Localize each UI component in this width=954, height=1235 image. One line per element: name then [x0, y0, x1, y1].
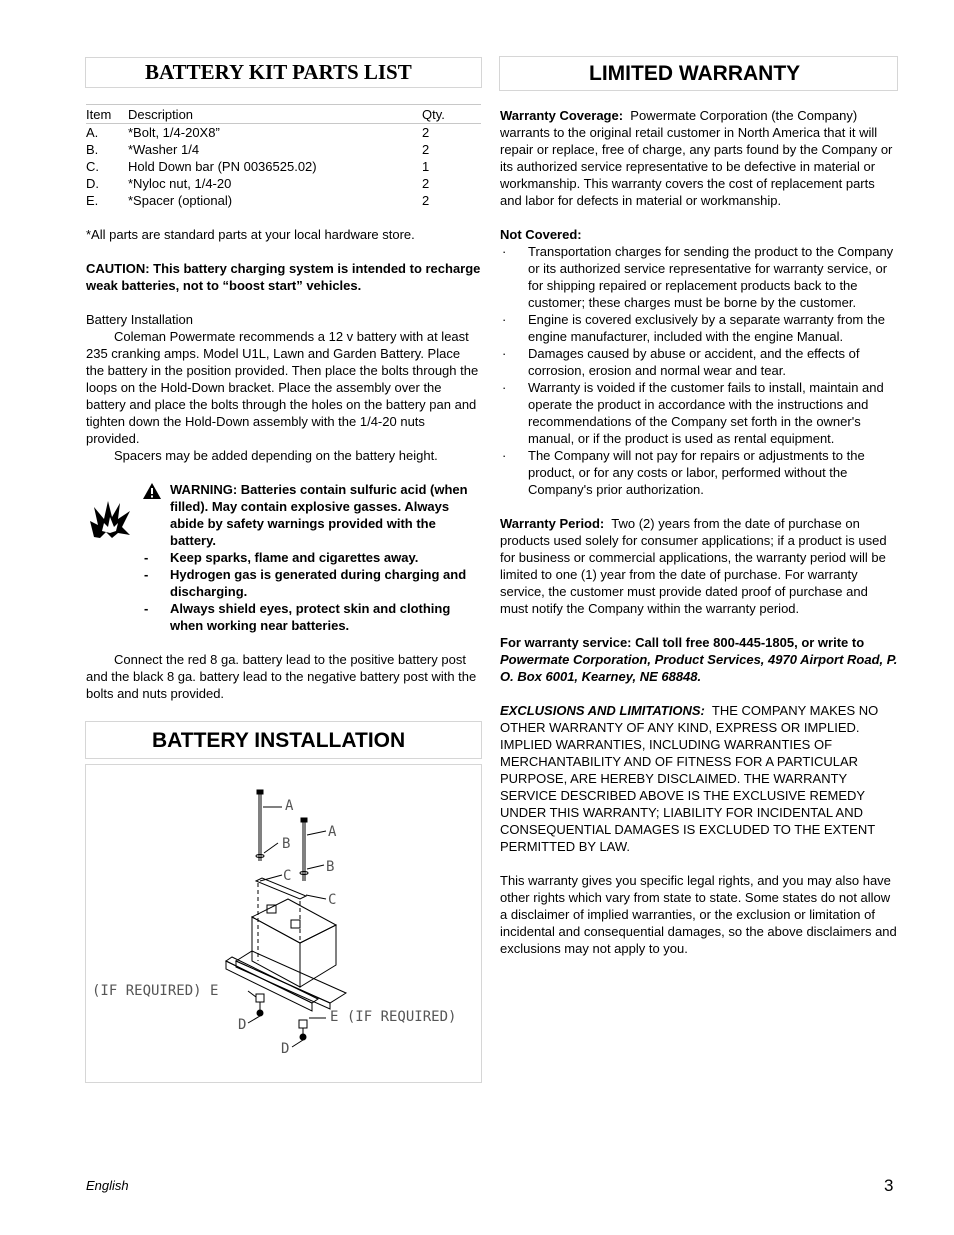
warning-text: WARNING: Batteries contain sulfuric acid (when filled). May contain explosive gasses. Always abide by safety warnings provided with the battery.	[170, 482, 468, 548]
bullet-marker: ·	[502, 312, 507, 327]
rights-paragraph: This warranty gives you specific legal rights, and you may also have other rights which vary from state to state. Some states do not allow a disclaimer of implied warranties, or the exclusion or limitation of incidental and consequential damages, so the above disclaimers and exclusions may not apply to you.	[500, 873, 897, 956]
parts-list-heading	[85, 57, 482, 88]
label-if-required-right: E (IF REQUIRED)	[330, 1009, 457, 1025]
row-item: E.	[86, 193, 99, 208]
row-item: A.	[86, 125, 99, 140]
list-item-text: Engine is covered exclusively by a separate warranty from the engine manufacturer, included with the engine Manual.	[528, 312, 885, 344]
row-qty: 1	[422, 159, 430, 174]
row-qty: 2	[422, 125, 430, 140]
row-description: *Nyloc nut, 1/4-20	[128, 176, 232, 191]
label-d-left: D	[238, 1017, 247, 1033]
list-item-text: The Company will not pay for repairs or adjustments to the product, or for any costs or labor, performed without the Company's prior authorization.	[528, 448, 865, 497]
label-c-right: C	[328, 892, 337, 908]
warning-item-text: Always shield eyes, protect skin and clothing when working near batteries.	[170, 601, 451, 633]
table-header-row	[86, 106, 481, 123]
period-text: Two (2) years from the date of purchase on products used solely for consumer applications; if a product is used for business or commercial applications, the warranty period will be limited to one (1) year from the date of purchase. For warranty service, the customer must provide dated proof of purchase and must notify the Company within the warranty period.	[500, 516, 887, 616]
exclusions-text: THE COMPANY MAKES NO OTHER WARRANTY OF ANY KIND, EXPRESS OR IMPLIED. IMPLIED WARRANTIES, INCLUDING WARRANTIES OF MERCHANTABILITY AND OF FITNESS FOR A PARTICULAR PURPOSE, ARE HEREBY DISCLAIMED. THE WARRANTY SERVICE DESCRIBED ABOVE IS THE EXCLUSIVE REMEDY UNDER THIS WARRANTY; LIABILITY FOR INCIDENTAL AND CONSEQUENTIAL DAMAGES IS EXCLUDED TO THE EXTENT PERMITTED BY LAW.	[500, 703, 879, 854]
list-item-text: Transportation charges for sending the product to the Company or its authorized service representative for warranty service, or for shipping repaired or replacement products back to the customer; these charges must be borne by the customer.	[528, 244, 894, 310]
label-if-required-left: (IF REQUIRED) E	[92, 983, 219, 999]
list-item	[500, 345, 898, 379]
warning-item	[142, 566, 481, 600]
warranty-body	[500, 107, 898, 957]
label-a-right: A	[328, 824, 337, 840]
row-qty: 2	[422, 193, 430, 208]
row-description: *Washer 1/4	[128, 142, 200, 157]
service-label: For warranty service: Call toll free 800-445-1805, or write to	[500, 635, 865, 650]
bullet-marker: ·	[502, 346, 507, 361]
header-description: Description	[128, 107, 194, 122]
warning-block	[86, 481, 481, 634]
parts-table	[86, 106, 481, 123]
header-qty: Qty.	[422, 107, 445, 122]
coverage-text: Powermate Corporation (the Company) warrants to the original retail customer in North America that it will repair or replace, free of charge, any parts found by the Company or its authorized service representative to be defective in material or workmanship. This warranty covers the cost of replacement parts and labor for defects in material or workmanship.	[500, 108, 893, 208]
table-row	[86, 141, 481, 158]
installation-drawing	[86, 765, 481, 1082]
bullet-marker: ·	[502, 448, 507, 463]
label-b-left: B	[282, 836, 291, 852]
row-item: C.	[86, 159, 99, 174]
table-row	[86, 175, 481, 192]
caution-text: CAUTION: This battery charging system is intended to recharge weak batteries, not to “boost start” vehicles.	[86, 261, 481, 293]
parts-table-body	[86, 124, 481, 209]
limited-warranty-title: LIMITED WARRANTY	[589, 62, 801, 85]
warning-item	[142, 549, 481, 566]
warning-triangle-icon	[142, 482, 162, 500]
footer-language: English	[86, 1178, 129, 1193]
table-row	[86, 124, 481, 141]
list-item	[500, 447, 898, 498]
install-heading: Battery Installation	[86, 312, 193, 327]
coverage-paragraph	[500, 107, 898, 209]
warning-item-text: Hydrogen gas is generated during charging and discharging.	[170, 567, 467, 599]
service-paragraph	[500, 634, 898, 685]
warning-item-text: Keep sparks, flame and cigarettes away.	[170, 550, 419, 565]
row-item: D.	[86, 176, 99, 191]
page-number: 3	[884, 1176, 894, 1195]
period-paragraph	[500, 515, 898, 617]
label-b-right: B	[326, 859, 335, 875]
dash-marker: -	[144, 601, 149, 616]
row-description: *Spacer (optional)	[128, 193, 233, 208]
row-description: *Bolt, 1/4-20X8”	[128, 125, 220, 140]
not-covered-label: Not Covered:	[500, 227, 582, 242]
spacers-note: Spacers may be added depending on the battery height.	[114, 448, 438, 463]
parts-list-title: BATTERY KIT PARTS LIST	[145, 60, 412, 84]
install-paragraph: Coleman Powermate recommends a 12 v battery with at least 235 cranking amps. Model U1L, Lawn and Garden Battery. Place the battery in the position provided. Then place the bolts through the loops on the Hold-Down bracket. Place the assembly over the battery and place the bolts through the holes on the battery pan and tighten down the Hold-Down assembly with the 1/4-20 nuts provided.	[86, 329, 479, 446]
list-item	[500, 243, 898, 311]
warning-item	[142, 600, 481, 634]
period-label: Warranty Period:	[500, 516, 605, 531]
table-row	[86, 158, 481, 175]
connect-paragraph: Connect the red 8 ga. battery lead to the positive battery post and the black 8 ga. battery lead to the negative battery post with the bolts and nuts provided.	[86, 652, 477, 701]
row-qty: 2	[422, 176, 430, 191]
exclusions-paragraph	[500, 702, 898, 855]
coverage-label: Warranty Coverage:	[500, 108, 624, 123]
list-item	[500, 311, 898, 345]
battery-installation-heading	[85, 721, 482, 759]
list-item	[500, 379, 898, 447]
row-qty: 2	[422, 142, 430, 157]
list-item-text: Warranty is voided if the customer fails to install, maintain and operate the product in accordance with the instructions and recommendations of the Company set forth in the owner's manual, or if the product is used as rental equipment.	[528, 380, 884, 446]
label-a-left: A	[285, 798, 294, 814]
list-item-text: Damages caused by abuse or accident, and the effects of corrosion, erosion and normal wear and tear.	[528, 346, 860, 378]
service-address: Powermate Corporation, Product Services, 4970 Airport Road, P. O. Box 6001, Kearney, NE 68848.	[500, 652, 898, 684]
row-description: Hold Down bar (PN 0036525.02)	[128, 159, 317, 174]
exclusions-label: EXCLUSIONS AND LIMITATIONS:	[500, 703, 705, 718]
label-d-right: D	[281, 1041, 290, 1057]
label-c-left: C	[283, 868, 292, 884]
installation-diagram	[85, 764, 482, 1083]
dash-marker: -	[144, 550, 149, 565]
header-item: Item	[86, 107, 112, 122]
row-item: B.	[86, 142, 99, 157]
table-row	[86, 192, 481, 209]
table-top-rule	[86, 104, 481, 105]
limited-warranty-heading	[499, 56, 898, 91]
bullet-marker: ·	[502, 380, 507, 395]
bullet-marker: ·	[502, 244, 507, 259]
parts-footnote: *All parts are standard parts at your local hardware store.	[86, 227, 415, 242]
dash-marker: -	[144, 567, 149, 582]
parts-table-section	[86, 104, 481, 702]
battery-installation-title: BATTERY INSTALLATION	[152, 728, 406, 752]
explosion-icon	[88, 497, 132, 539]
